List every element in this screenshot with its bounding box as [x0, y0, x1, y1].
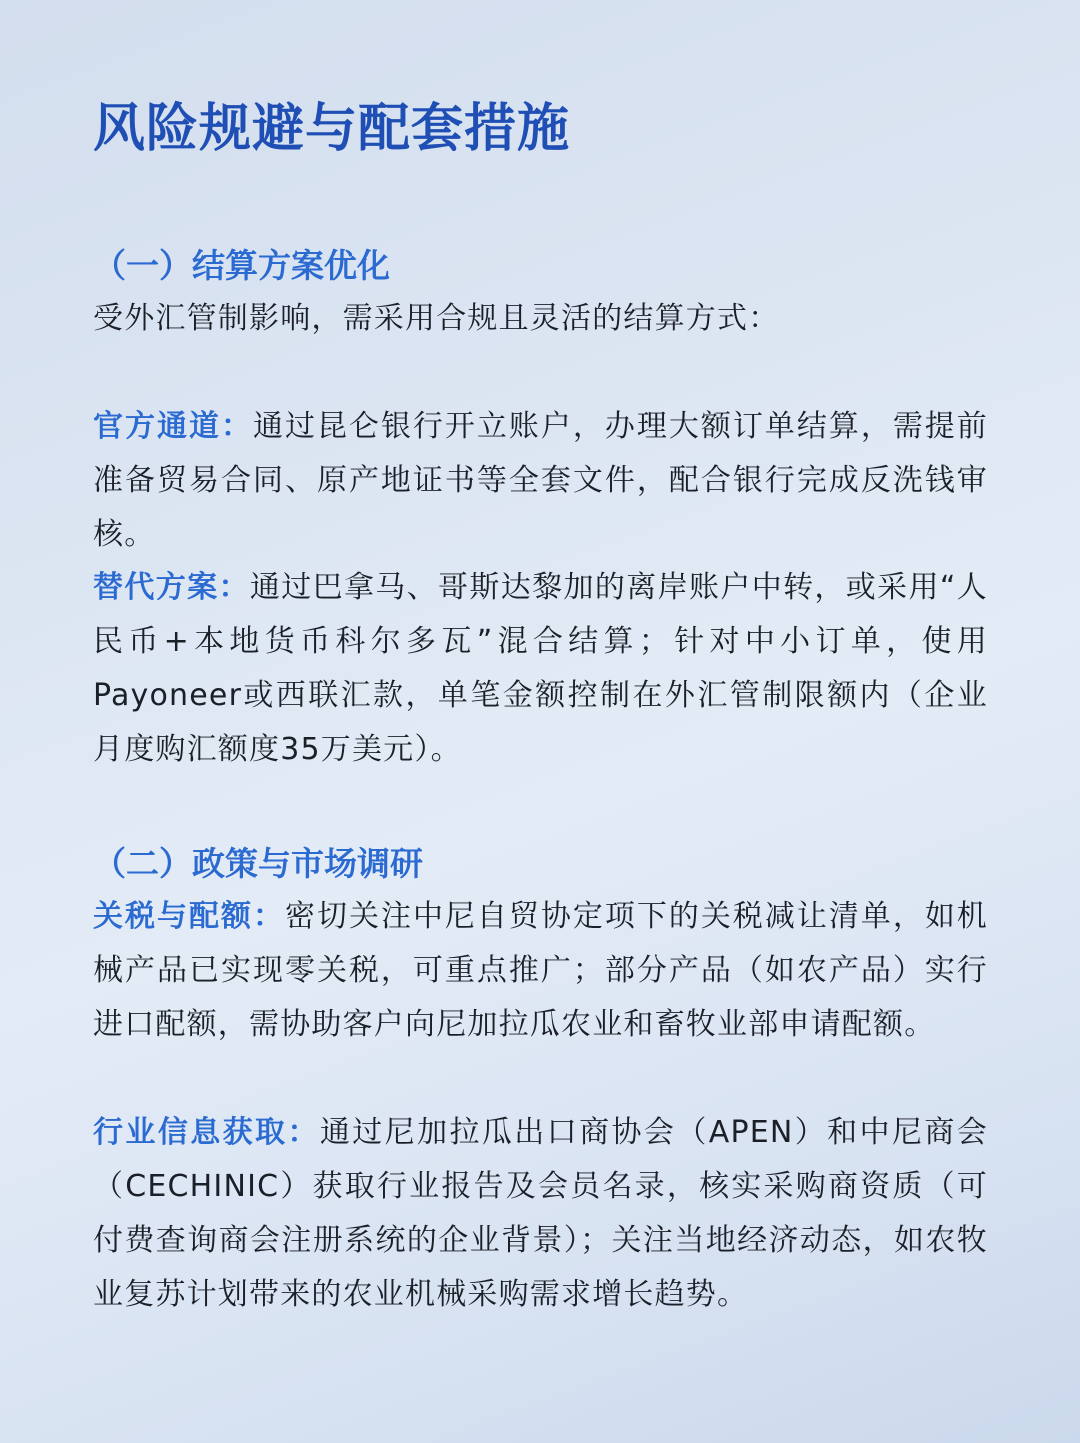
item-text-industry-info: 通过尼加拉瓜出口商协会（APEN）和中尼商会（CECHINIC）获取行业报告及会员名录，核实采购商资质（可付费查询商会注册系统的企业背景）；关注当地经济动态，如农牧业复苏计划带来的农业机械采购需求增长趋势。: [93, 1115, 988, 1312]
item-lead-official-channel: 官方通道：: [93, 409, 253, 444]
item-text-tariff-quota: 密切关注中尼自贸协定项下的关税减让清单，如机械产品已实现零关税，可重点推广；部分产品（如农产品）实行进口配额，需协助客户向尼加拉瓜农业和畜牧业部申请配额。: [93, 899, 989, 1042]
section-heading-policy-research: （二）政策与市场调研: [93, 844, 423, 883]
item-alternative-plan: [93, 561, 988, 777]
page-title: 风险规避与配套措施: [93, 99, 571, 159]
section-intro-settlement: 受外汇管制影响，需采用合规且灵活的结算方式：: [93, 301, 780, 336]
item-industry-info: [93, 1106, 988, 1322]
item-official-channel: [93, 400, 988, 562]
item-tariff-quota: [93, 890, 988, 1052]
item-lead-tariff-quota: 关税与配额：: [93, 899, 285, 934]
item-lead-alternative-plan: 替代方案：: [93, 570, 250, 605]
item-text-official-channel: 通过昆仑银行开立账户，办理大额订单结算，需提前准备贸易合同、原产地证书等全套文件，配合银行完成反洗钱审核。: [93, 409, 988, 552]
section-heading-settlement: （一）结算方案优化: [93, 246, 390, 285]
item-lead-industry-info: 行业信息获取：: [93, 1115, 320, 1150]
item-text-alternative-plan: 通过巴拿马、哥斯达黎加的离岸账户中转，或采用“人民币+本地货币科尔多瓦”混合结算；针对中小订单，使用Payoneer或西联汇款，单笔金额控制在外汇管制限额内（企业月度购汇额度35万美元）。: [93, 570, 989, 767]
